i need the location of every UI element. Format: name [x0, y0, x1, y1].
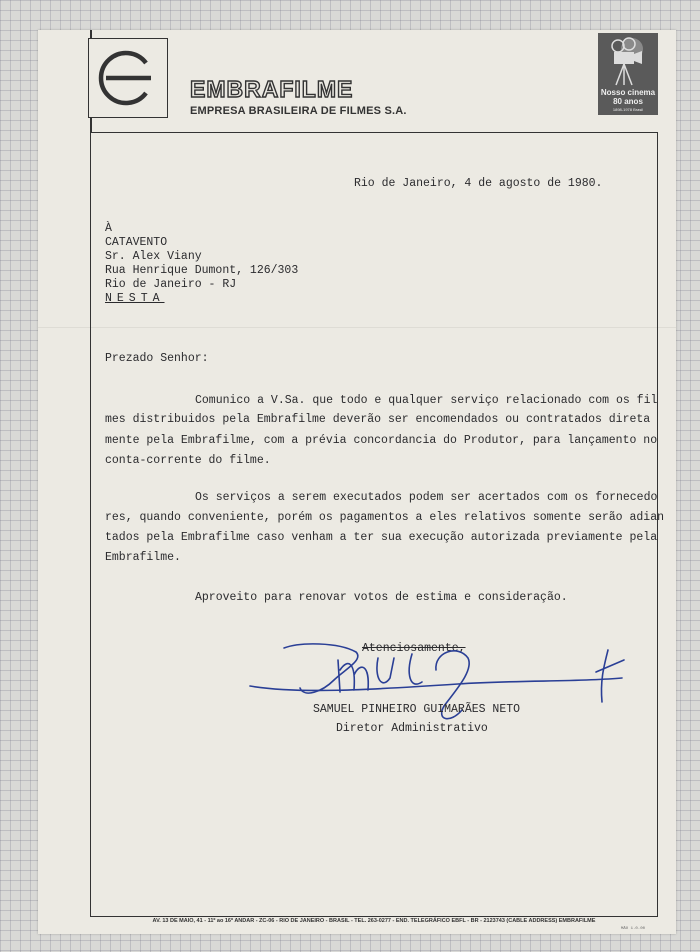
- paragraph-2-line-1: Os serviços a serem executados podem ser acertados com os fornecedo: [195, 491, 658, 504]
- signer-name: SAMUEL PINHEIRO GUIMARÃES NETO: [313, 703, 521, 716]
- greeting: Prezado Senhor:: [105, 352, 209, 365]
- paragraph-1-line-2: mes distribuidos pela Embrafilme deverão ser encomendados ou contratados direta: [105, 413, 651, 426]
- letter-sheet: [38, 30, 676, 934]
- signer-title: Diretor Administrativo: [336, 722, 488, 735]
- brand-subtitle: EMPRESA BRASILEIRA DE FILMES S.A.: [190, 105, 407, 117]
- stamp-line-3: 1898-1978 Brasil: [612, 107, 644, 112]
- recipient-company: CATAVENTO: [105, 236, 168, 249]
- paragraph-2-line-2: res, quando conveniente, porém os pagamentos a eles relativos somente serão adian: [105, 511, 664, 524]
- recipient-city: Rio de Janeiro - RJ: [105, 278, 237, 291]
- recipient-local: NESTA: [105, 292, 165, 305]
- recipient-street: Rua Henrique Dumont, 126/303: [105, 264, 299, 277]
- paragraph-1-line-3: mente pela Embrafilme, com a prévia concordancia do Produtor, para lançamento no: [105, 434, 658, 447]
- paragraph-2-line-4: Embrafilme.: [105, 551, 181, 564]
- closing: Atenciosamente,: [362, 642, 466, 655]
- footer-address: AV. 13 DE MAIO, 41 - 11º ao 16º ANDAR - ZC-06 - RIO DE JANEIRO - BRASIL - TEL. 263-0277 - END. TELEGRÁFICO EBFL - BR - 2123743 (CABLE ADDRESS) EMBRAFILME: [152, 918, 596, 924]
- recipient-prefix: À: [105, 222, 112, 235]
- paragraph-1-line-4: conta-corrente do filme.: [105, 454, 271, 467]
- handwritten-signature: [38, 30, 676, 934]
- paragraph-1-line-1: Comunico a V.Sa. que todo e qualquer serviço relacionado com os fil: [195, 394, 658, 407]
- stamp-line-1: Nosso cinema: [600, 88, 656, 97]
- paragraph-2-line-3: tados pela Embrafilme caso venham a ter sua execução autorizada previamente pela: [105, 531, 658, 544]
- stamp-line-2: 80 anos: [613, 97, 643, 106]
- paragraph-3: Aproveito para renovar votos de estima e consideração.: [195, 591, 568, 604]
- brand-name: EMBRAFILME: [190, 76, 354, 102]
- place-date: Rio de Janeiro, 4 de agosto de 1980.: [354, 177, 603, 190]
- margin-note: MÃO 1.0.00: [621, 927, 646, 931]
- recipient-name: Sr. Alex Viany: [105, 250, 202, 263]
